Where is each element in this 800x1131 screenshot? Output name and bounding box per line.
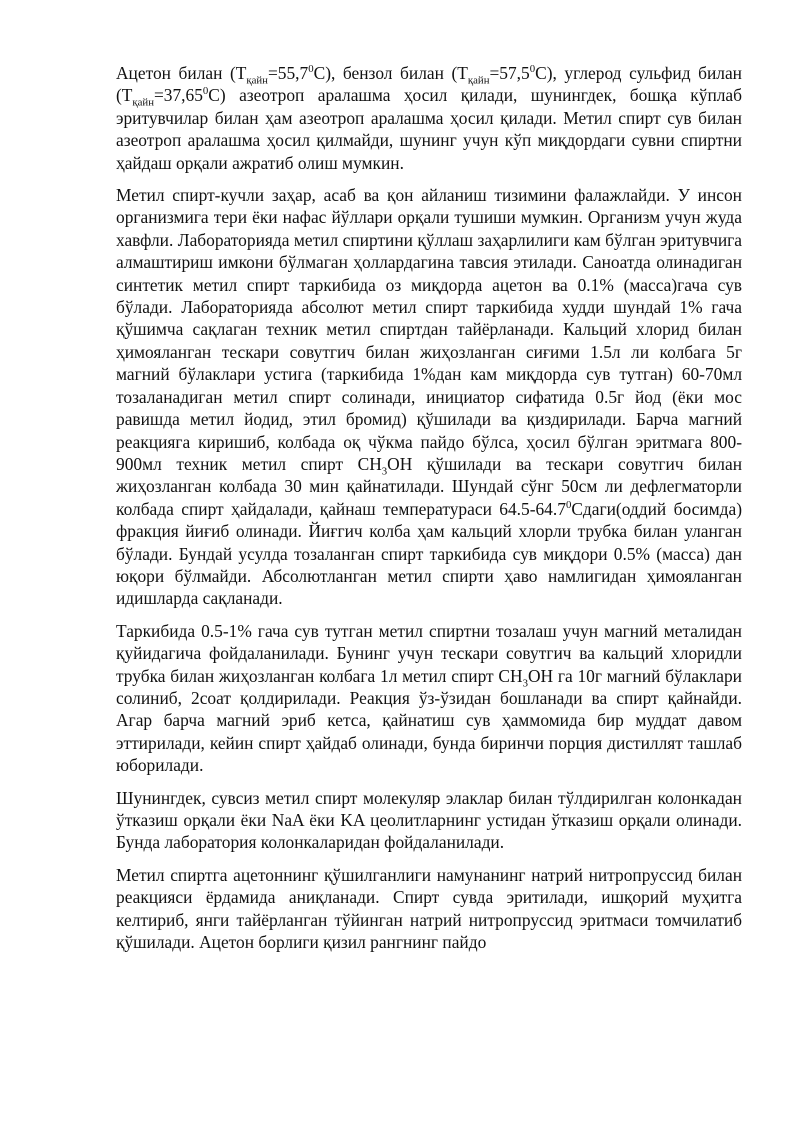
text-run: =55,7	[267, 63, 309, 83]
text-run: Таркибида 0.5-1% гача сув тутган метил спиртни тозалаш учун магний металидан қуйидагича фойдаланилади. Бунинг учун тескари совутгич ва кальций хлоридли трубка билан жиҳозланган колбага 1л метил спирт CH	[116, 620, 742, 686]
subscript-text: 3	[522, 677, 528, 690]
text-run: С) азеотроп аралашма ҳосил қилади, шунингдек, бошқа кўплаб эритувчилар билан ҳам азеотроп аралашма ҳосил қилади. Метил спирт сув билан азеотроп аралашма ҳосил қилмайди, шунинг учун кўп миқдордаги сувни спиртни ҳайдаш орқали ажратиб олиш мумкин.	[116, 85, 742, 173]
subscript-text: қайн	[467, 74, 490, 87]
text-run: Шунингдек, сувсиз метил спирт молекуляр элаклар билан тўлдирилган колонкадан ўтказиш орқали ёки NaA ёки KA цеолитларнинг устидан ўтказиш орқали олинади. Бунда лаборатория колонкаларидан фойдаланилади.	[116, 787, 742, 853]
paragraph-magnesium-purification	[116, 620, 742, 777]
subscript-text: қайн	[132, 96, 154, 109]
text-run: С), углерод сульфид билан (Т	[116, 63, 742, 106]
text-run: OH га 10г магний бўлаклари солиниб, 2соат қолдирилади. Реакция ўз-ўзидан бошланади ва спирт қайнайди. Агар барча магний эриб кетса, қайнатиш сув ҳаммомида бир муддат давом эттирилади, кейин спирт ҳайдаб олинади, бунда биринчи порция дистиллят ташлаб юборилади.	[116, 665, 742, 776]
text-run: =37,65	[153, 85, 203, 106]
paragraph-acetone-detection	[116, 864, 742, 954]
text-run: =57,5	[489, 63, 530, 83]
subscript-text: қайн	[246, 74, 268, 87]
text-run: С), бензол билан (Т	[313, 63, 468, 83]
text-run: Ацетон билан (Т	[116, 63, 247, 83]
superscript-text: 0	[202, 85, 209, 98]
paragraph-molecular-sieves	[116, 787, 742, 854]
text-run: Метил спиртга ацетоннинг қўшилганлиги намунанинг натрий нитропруссид билан реакцияси ёрдамида аниқланади. Спирт сувда эритилади, ишқорий муҳитга келтириб, янги тайёрланган тўйинган натрий нитропруссид эритмаси томчилатиб қўшилади. Ацетон борлиги қизил рангнинг пайдо	[116, 864, 742, 953]
text-run: Метил спирт-кучли заҳар, асаб ва қон айланиш тизимини фалажлайди. У инсон организмига тери ёки нафас йўллари орқали тушиши мумкин. Организм учун жуда хавфли. Лабораторияда метил спиртини қўллаш заҳарлилиги кам бўлган эритувчига алмаштириш имкони бўлмаган ҳоллардагина тавсия этилади. Саноатда олинадиган синтетик метил спирт таркибида оз миқдорда ацетон ва 0.1% (масса)гача сув бўлади. Лабораторияда абсолют метил спирт таркибида худди шундай 1% гача қўшимча сақлаган техник метил спиртдан тайёрланади. Кальций хлорид билан ҳимояланган тескари совутгич билан жиҳозланган сиғими 1.5л ли колбага 5г магний бўлаклари устига (таркибида 1%дан кам миқдорда сув тутган) 60-70мл тозаланадиган метил спирт солинади, инициатор сифатида 0.5г йод (ёки мос равишда метил йодид, этил бромид) қўшилади ва қиздирилади. Барча магний реакцияга киришиб, колбада оқ чўкма пайдо бўлса, ҳосил бўлган эритмага 800-900мл техник метил спирт CH	[116, 185, 742, 474]
superscript-text: 0	[565, 498, 572, 511]
text-run: OH қўшилади ва тескари совутгич билан жиҳозланган колбада 30 мин қайнатилади. Шундай сўнг 50см ли дефлегматорли колбада спирт ҳайдалади, қайнаш температураси 64.5-64.7	[116, 453, 742, 519]
subscript-text: 3	[381, 465, 388, 478]
superscript-text: 0	[308, 63, 314, 76]
paragraph-azeotrope	[116, 62, 742, 174]
paragraph-methanol-toxicity-and-purification	[116, 184, 742, 610]
document-page	[116, 62, 742, 963]
text-run: Сдаги(оддий босимда) фракция йиғиб олинади. Йиғгич колба ҳам кальций хлорли трубка билан уланган бўлади. Бундай усулда тозаланган спирт таркибида сув миқдори 0.5% (масса) дан юқори бўлмайди. Абсолютланган метил спирти ҳаво намлигидан ҳимояланган идишларда сақланади.	[116, 498, 742, 609]
superscript-text: 0	[529, 63, 536, 76]
